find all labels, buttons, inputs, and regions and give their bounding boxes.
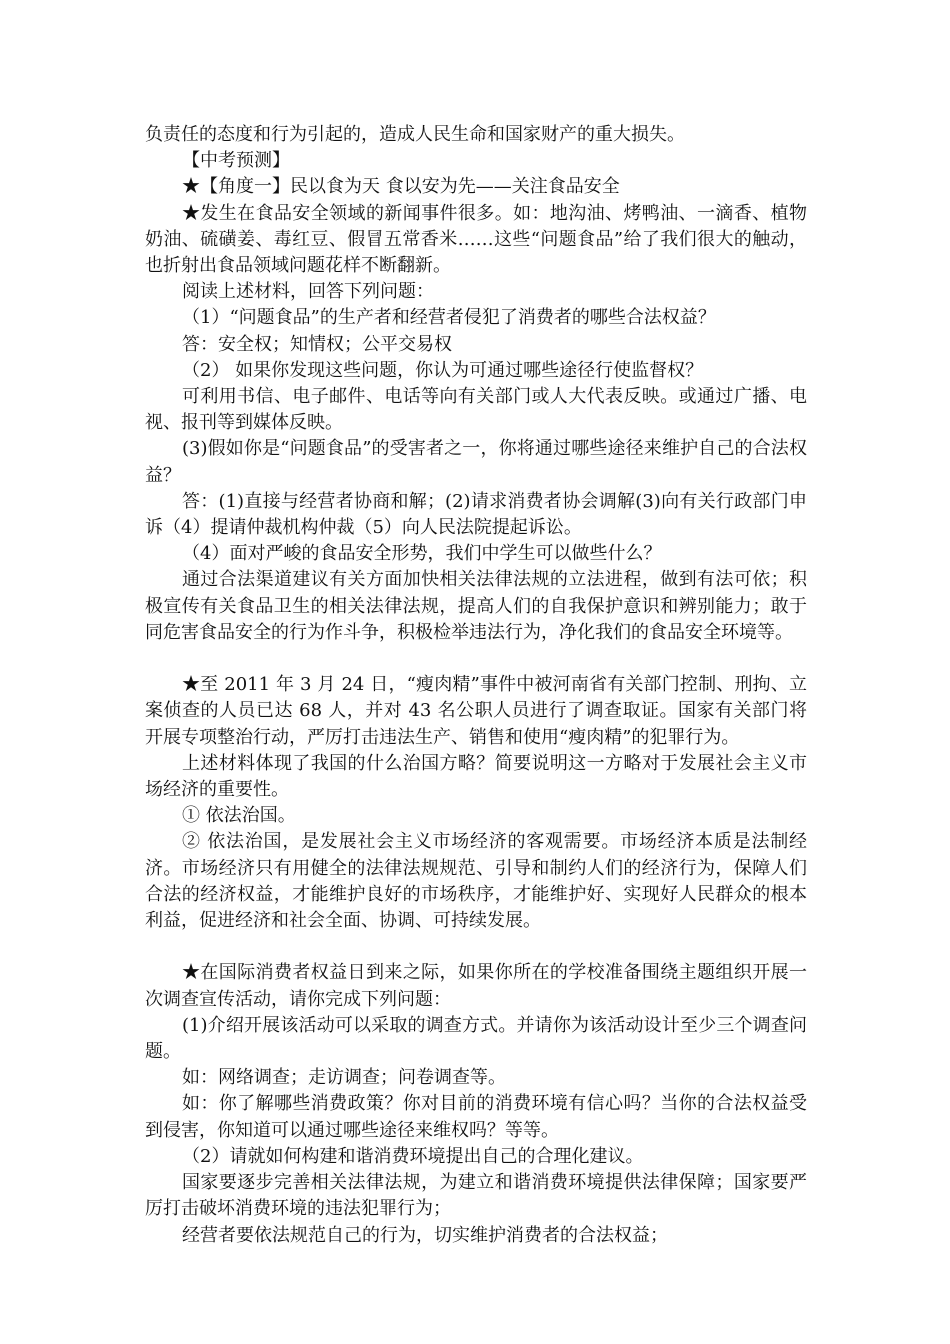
answer: 通过合法渠道建议有关方面加快相关法律法规的立法进程，做到有法可依；积极宣传有关食品卫生的相关法律法规，提高人们的自我保护意识和辨别能力；敢于同危害食品安全的行为作斗争，积极检举违法行为，净化我们的食品安全环境等。 [145, 569, 807, 643]
section-heading: 【中考预测】 [182, 150, 290, 172]
answer: 如：网络调查；走访调查；问卷调查等。 [182, 1067, 506, 1089]
paragraph: ★在国际消费者权益日到来之际，如果你所在的学校准备围绕主题组织开展一次调查宣传活动，请你完成下列问题： [145, 962, 807, 1010]
paragraph: 负责任的态度和行为引起的，造成人民生命和国家财产的重大损失。 [145, 124, 685, 145]
answer: ② 依法治国，是发展社会主义市场经济的客观需要。市场经济本质是法制经济。市场经济只有用健全的法律法规规范、引导和制约人们的经济行为，保障人们合法的经济权益，才能维护良好的市场秩序，才能维护好、实现好人民群众的根本利益，促进经济和社会全面、协调、可持续发展。 [145, 831, 807, 932]
paragraph: 阅读上述材料，回答下列问题： [182, 281, 434, 303]
answer: 答：安全权；知情权；公平交易权 [182, 333, 452, 355]
question: (1)介绍开展该活动可以采取的调查方式。并请你为该活动设计至少三个调查问题。 [145, 1014, 807, 1063]
answer: 可利用书信、电子邮件、电话等向有关部门或人大代表反映。或通过广播、电视、报刊等到媒体反映。 [145, 386, 807, 434]
answer: 如：你了解哪些消费政策？你对目前的消费环境有信心吗？当你的合法权益受到侵害，你知道可以通过哪些途径来维权吗？等等。 [145, 1093, 807, 1141]
answer: 答：(1)直接与经营者协商和解；(2)请求消费者协会调解(3)向有关行政部门申诉（4）提请仲裁机构仲裁（5）向人民法院提起诉讼。 [145, 490, 807, 539]
document-page [145, 122, 807, 1249]
blank-line [145, 934, 807, 960]
question: （2） 如果你发现这些问题，你认为可通过哪些途径行使监督权？ [182, 359, 704, 381]
answer: ① 依法治国。 [182, 805, 296, 827]
answer: 国家要逐步完善相关法律法规，为建立和谐消费环境提供法律保障；国家要严厉打击破坏消费环境的违法犯罪行为； [145, 1172, 807, 1220]
paragraph: ★发生在食品安全领域的新闻事件很多。如：地沟油、烤鸭油、一滴香、植物奶油、硫磺姜、毒红豆、假冒五常香米……这些“问题食品”给了我们很大的触动，也折射出食品领域问题花样不断翻新。 [145, 202, 807, 277]
question: （1）“问题食品”的生产者和经营者侵犯了消费者的哪些合法权益？ [182, 307, 716, 329]
question: （4）面对严峻的食品安全形势，我们中学生可以做些什么？ [182, 543, 662, 565]
paragraph: ★至 2011 年 3 月 24 日，“瘦肉精”事件中被河南省有关部门控制、刑拘、立案侦查的人员已达 68 人，并对 43 名公职人员进行了调查取证。国家有关部门将开展专项整治行动，严厉打击违法生产、销售和使用“瘦肉精”的犯罪行为。 [145, 674, 807, 748]
angle-heading: ★【角度一】民以食为天 食以安为先——关注食品安全 [182, 176, 620, 198]
answer: 经营者要依法规范自己的行为，切实维护消费者的合法权益； [182, 1224, 668, 1246]
question: 上述材料体现了我国的什么治国方略？简要说明这一方略对于发展社会主义市场经济的重要性。 [145, 752, 807, 801]
question: (3)假如你是“问题食品”的受害者之一，你将通过哪些途径来维护自己的合法权益？ [145, 438, 807, 486]
question: （2）请就如何构建和谐消费环境提出自己的合理化建议。 [182, 1145, 644, 1167]
blank-line [145, 646, 807, 672]
